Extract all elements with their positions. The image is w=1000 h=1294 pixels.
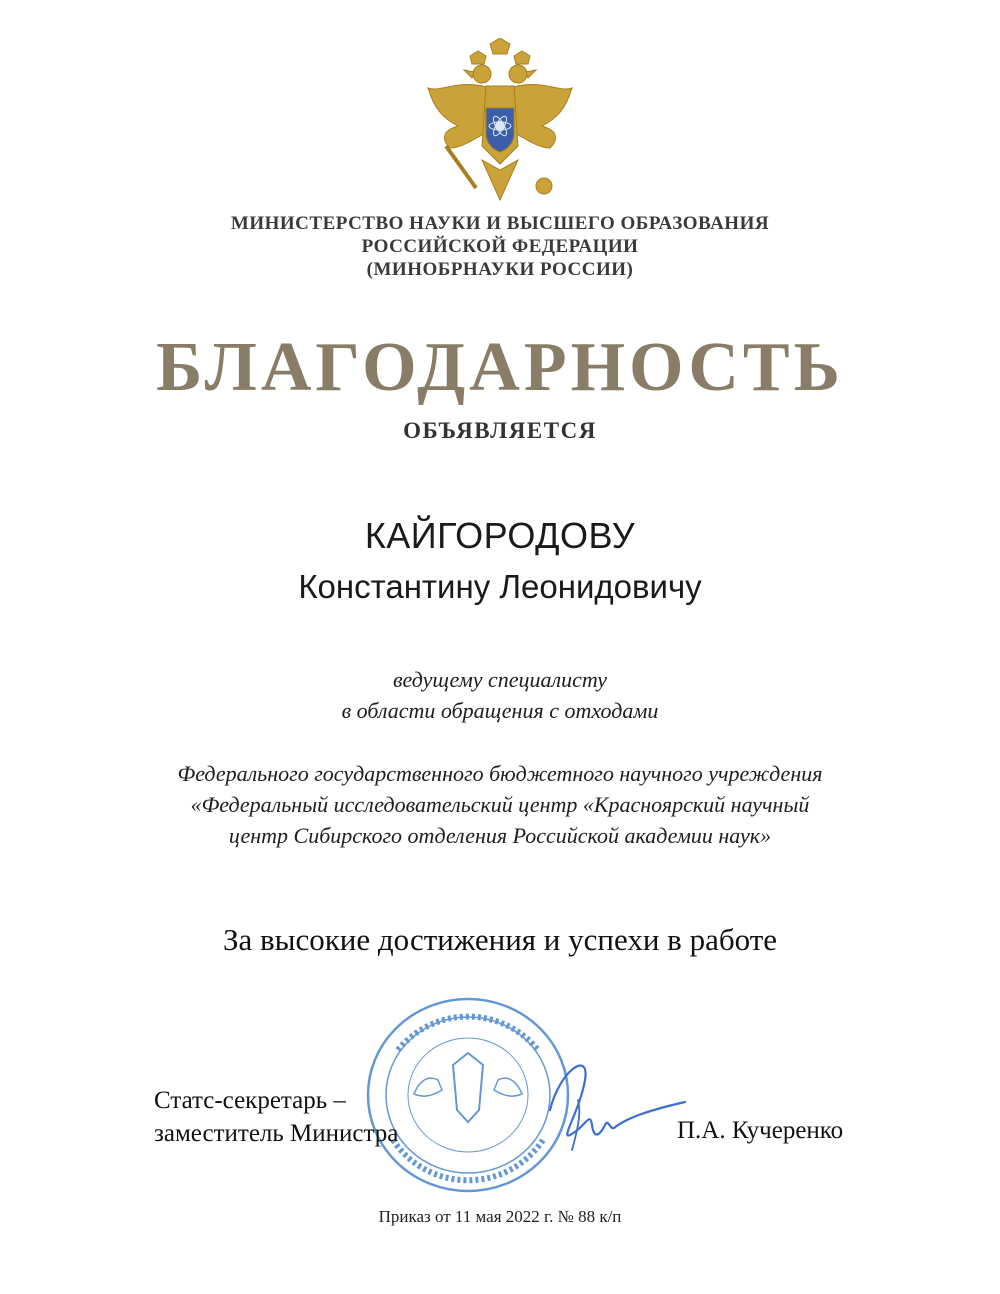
eagle-emblem-icon [420,38,580,208]
certificate-title: БЛАГОДАРНОСТЬ [156,329,844,406]
organization-line3: центр Сибирского отделения Российской академии наук» [228,823,772,848]
handwritten-signature [530,1040,690,1170]
recipient-surname: КАЙГОРОДОВУ [364,515,636,556]
ministry-abbrev: (МИНОБРНАУКИ РОССИИ) [366,259,634,280]
position-line1: ведущему специалисту [392,667,608,692]
organization-line1: Федерального государственного бюджетного научного учреждения [177,761,823,786]
signatory-title-line2: заместитель Министра [154,1120,399,1147]
ministry-name-line1: МИНИСТЕРСТВО НАУКИ И ВЫСШЕГО ОБРАЗОВАНИЯ [230,213,770,234]
signatory-title-line1: Статс-секретарь – [154,1087,346,1114]
signatory-name: П.А. Кучеренко [677,1117,844,1144]
ministry-name-line2: РОССИЙСКОЙ ФЕДЕРАЦИИ [361,236,639,257]
organization-line2: «Федеральный исследовательский центр «Красноярский научный [190,792,810,817]
announced-label: ОБЪЯВЛЯЕТСЯ [403,418,597,443]
award-reason: За высокие достижения и успехи в работе [222,922,778,957]
recipient-given-names: Константину Леонидовичу [298,568,702,605]
signatory-title [154,1084,398,1150]
order-reference: Приказ от 11 мая 2022 г. № 88 к/п [378,1207,622,1226]
position-line2: в области обращения с отходами [341,698,659,723]
